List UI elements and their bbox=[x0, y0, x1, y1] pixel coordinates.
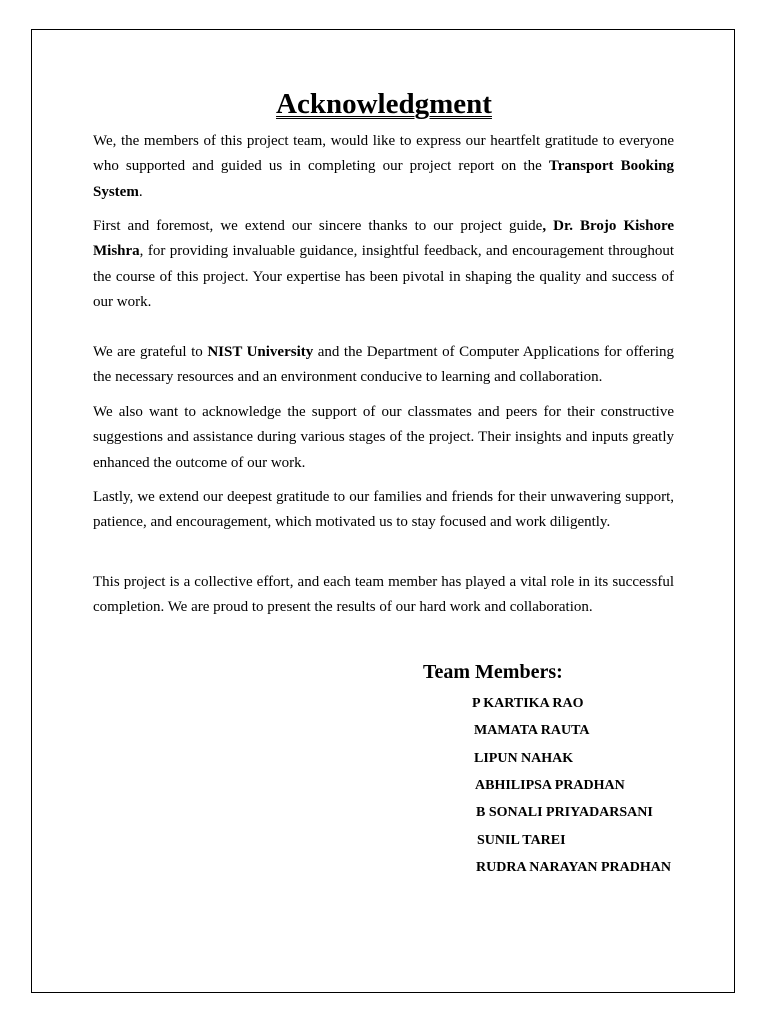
title-text: Acknowledgment bbox=[276, 88, 492, 120]
team-members-heading: Team Members: bbox=[423, 661, 563, 683]
paragraph-text: , for providing invaluable guidance, insightful feedback, and encouragement throughout the course of this project. Your expertise has been pivotal in shaping the quality and success of our work. bbox=[93, 243, 674, 310]
paragraph-text: and the Department of Computer Applications for offering the necessary resources and an environment conducive to learning and collaboration. bbox=[93, 344, 675, 386]
project-name: Transport Booking System bbox=[93, 158, 674, 200]
paragraph-text: This project is a collective effort, and each team member has played a vital role in its successful completion. We are proud to present the results of our hard work and collaboration. bbox=[93, 574, 674, 616]
paragraph-text: We are grateful to bbox=[93, 344, 208, 360]
paragraph-families bbox=[93, 485, 674, 536]
paragraph-guide bbox=[93, 214, 674, 315]
team-member: ABHILIPSA PRADHAN bbox=[475, 778, 625, 793]
paragraph-text: We, the members of this project team, would like to express our heartfelt gratitude to everyone who supported and guided us in completing our project report on the bbox=[93, 133, 674, 175]
university-name: NIST University bbox=[207, 344, 314, 360]
paragraph-collective bbox=[93, 570, 674, 621]
paragraph-intro bbox=[93, 129, 674, 205]
team-member: MAMATA RAUTA bbox=[474, 723, 590, 738]
team-member: P KARTIKA RAO bbox=[472, 696, 584, 711]
guide-name: , Dr. Brojo Kishore Mishra bbox=[93, 218, 674, 260]
team-member: SUNIL TAREI bbox=[477, 833, 566, 848]
paragraph-peers bbox=[93, 400, 674, 476]
paragraph-text: First and foremost, we extend our sincere thanks to our project guide bbox=[93, 218, 543, 234]
paragraph-text: Lastly, we extend our deepest gratitude to our families and friends for their unwavering support, patience, and encouragement, which motivated us to stay focused and work diligently. bbox=[93, 489, 674, 531]
paragraph-university bbox=[93, 340, 674, 391]
team-member: B SONALI PRIYADARSANI bbox=[476, 805, 653, 820]
paragraph-text: . bbox=[138, 183, 143, 200]
paragraph-text: We also want to acknowledge the support of our classmates and peers for their constructive suggestions and assistance during various stages of the project. Their insights and inputs greatly enhanced the outcome of our work. bbox=[93, 404, 674, 471]
team-member: RUDRA NARAYAN PRADHAN bbox=[476, 860, 671, 875]
page-title bbox=[0, 86, 768, 122]
team-member: LIPUN NAHAK bbox=[474, 751, 574, 766]
